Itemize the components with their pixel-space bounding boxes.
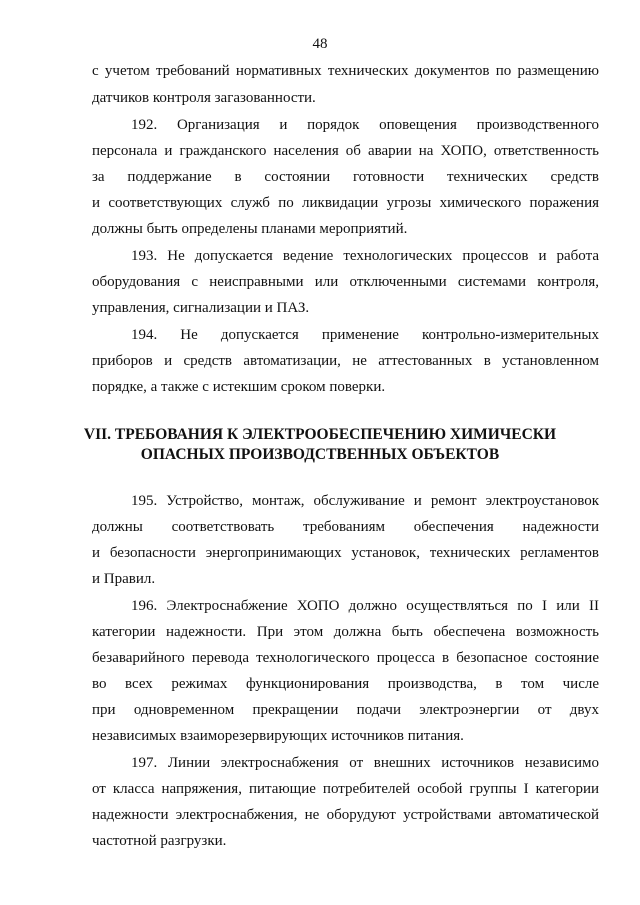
- section-heading-line-1: VII. ТРЕБОВАНИЯ К ЭЛЕКТРООБЕСПЕЧЕНИЮ ХИМИЧЕСКИ: [83, 426, 557, 443]
- text-line: и безопасности энергопринимающих установок, технических регламентов: [92, 545, 599, 561]
- section-heading-line-2: ОПАСНЫХ ПРОИЗВОДСТВЕННЫХ ОБЪЕКТОВ: [140, 446, 500, 463]
- text-line: во всех режимах функционирования производства, в том числе: [92, 676, 599, 692]
- text-line: должны соответствовать требованиям обеспечения надежности: [92, 519, 599, 535]
- text-line: приборов и средств автоматизации, не аттестованных в установленном: [92, 353, 599, 369]
- text-line: при одновременном прекращении подачи электроэнергии от двух: [92, 702, 599, 718]
- paragraph-192-first-line: 192. Организация и порядок оповещения производственного: [131, 117, 599, 133]
- text-line: от класса напряжения, питающие потребителей особой группы I категории: [92, 781, 599, 797]
- text-line: и соответствующих служб по ликвидации угрозы химического поражения: [92, 195, 599, 211]
- paragraph-196-first-line: 196. Электроснабжение ХОПО должно осуществляться по I или II: [131, 598, 599, 614]
- text-line: частотной разгрузки.: [92, 833, 227, 849]
- paragraph-193-first-line: 193. Не допускается ведение технологических процессов и работа: [131, 248, 599, 264]
- text-line: независимых взаиморезервирующих источников питания.: [92, 728, 464, 744]
- text-line: оборудования с неисправными или отключенными системами контроля,: [92, 274, 599, 290]
- text-line: должны быть определены планами мероприятий.: [92, 221, 408, 237]
- text-line: порядке, а также с истекшим сроком поверки.: [92, 379, 386, 395]
- page-number: 48: [312, 36, 328, 52]
- text-line: безаварийного перевода технологического процесса в безопасное состояние: [92, 650, 599, 666]
- text-line: управления, сигнализации и ПАЗ.: [92, 300, 310, 316]
- text-line: датчиков контроля загазованности.: [92, 90, 316, 106]
- paragraph-194-first-line: 194. Не допускается применение контрольно-измерительных: [131, 327, 599, 343]
- text-line: персонала и гражданского населения об аварии на ХОПО, ответственность: [92, 143, 599, 159]
- text-line: категории надежности. При этом должна быть обеспечена возможность: [92, 624, 599, 640]
- paragraph-197-first-line: 197. Линии электроснабжения от внешних источников независимо: [131, 755, 599, 771]
- text-line: за поддержание в состоянии готовности технических средств: [92, 169, 599, 185]
- text-line: и Правил.: [92, 571, 156, 587]
- text-line: надежности электроснабжения, не оборудуют устройствами автоматической: [92, 807, 599, 823]
- text-line: с учетом требований нормативных технических документов по размещению: [92, 63, 599, 79]
- paragraph-195-first-line: 195. Устройство, монтаж, обслуживание и ремонт электроустановок: [131, 493, 599, 509]
